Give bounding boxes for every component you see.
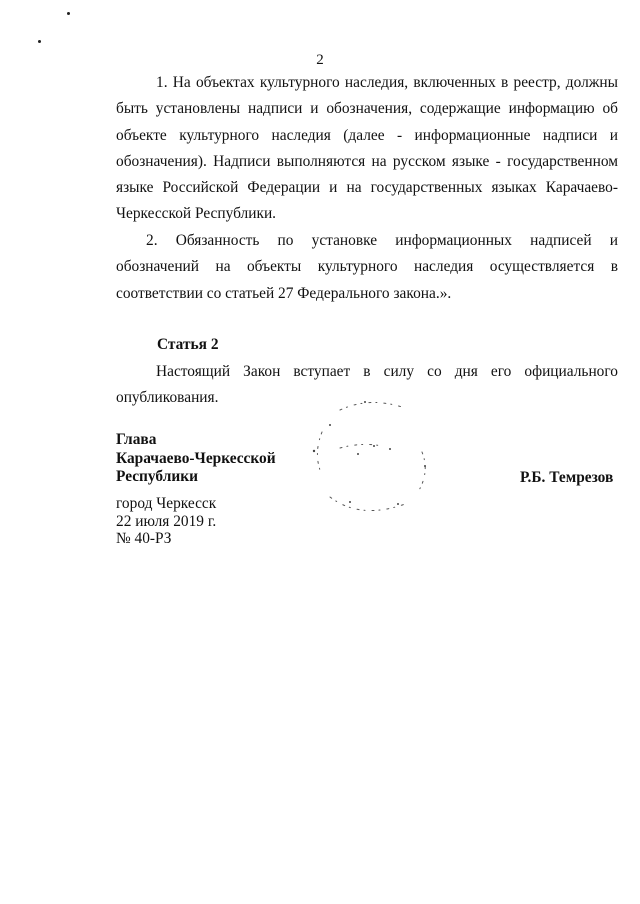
faint-seal-stamp bbox=[300, 392, 440, 522]
article-heading: Статья 2 bbox=[157, 336, 219, 353]
signatory-title-line: Республики bbox=[116, 468, 198, 485]
signatory-title-line: Карачаево-Черкесской bbox=[116, 449, 276, 467]
scan-speck bbox=[38, 40, 41, 43]
paragraph-2: 2. Обязанность по установке информационных надписей и обозначений на объекты культурного наследия осуществляется в соответствии со статьей 27 Федерального закона.». bbox=[116, 232, 618, 302]
paragraph-3: Настоящий Закон вступает в силу со дня его официального опубликования. bbox=[116, 363, 618, 407]
paragraph-1: 1. На объектах культурного наследия, включенных в реестр, должны быть установлены надписи и обозначения, содержащие информацию об объекте культурного наследия (далее - информационные надписи и обозначения). Надписи выполняются на русском языке - государственном языке Российской Федерации и на государственных языках Карачаево-Черкесской Республики. bbox=[116, 74, 618, 223]
law-number: № 40-РЗ bbox=[116, 530, 172, 547]
city: город Черкесск bbox=[116, 495, 217, 512]
signatory-title-line: Глава bbox=[116, 431, 157, 448]
page-number: 2 bbox=[316, 52, 324, 68]
place-and-date bbox=[116, 495, 216, 548]
signer-name: Р.Б. Темрезов bbox=[520, 469, 614, 486]
scan-speck bbox=[67, 12, 70, 15]
signatory-title bbox=[116, 431, 276, 487]
date: 22 июля 2019 г. bbox=[116, 512, 217, 530]
